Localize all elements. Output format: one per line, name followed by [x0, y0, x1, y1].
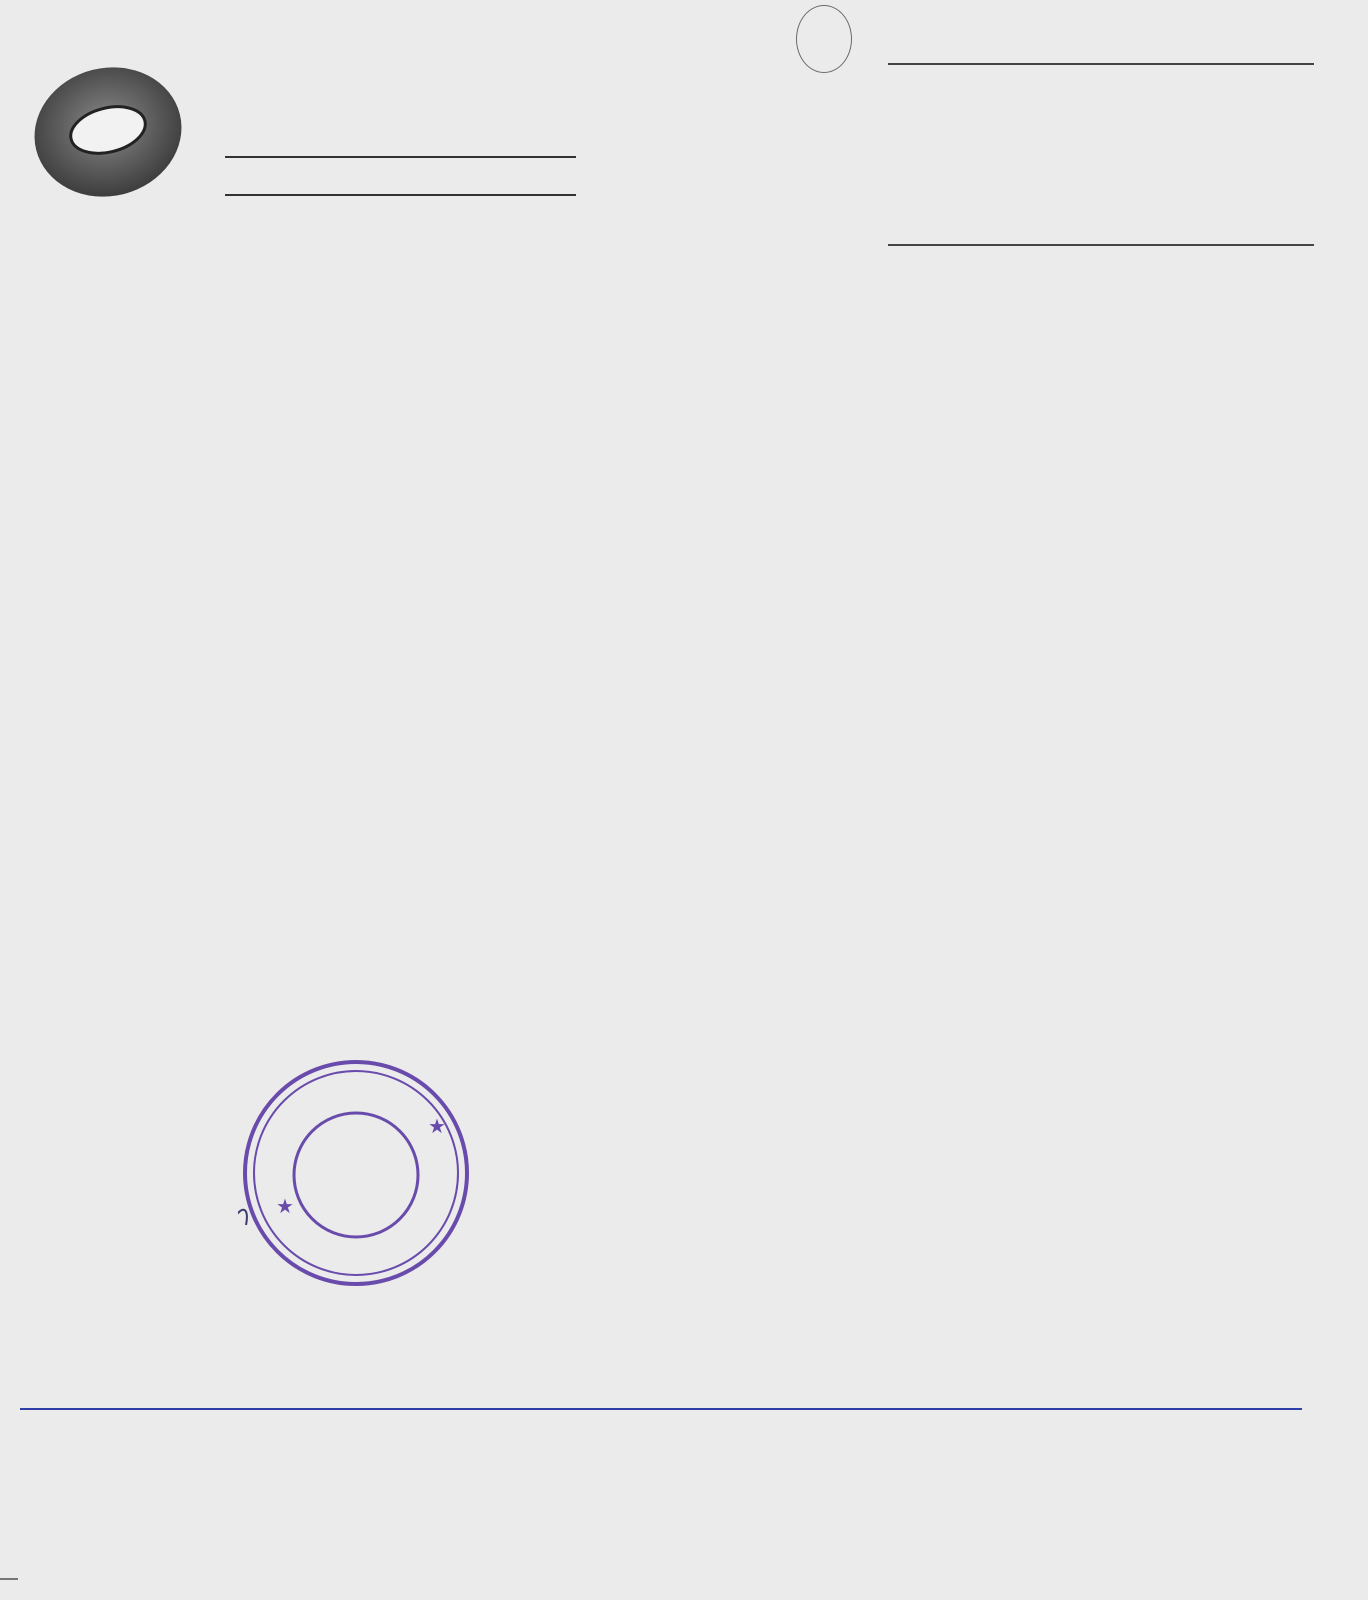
- address-rule-top: [888, 63, 1314, 65]
- brand-rule-top: [225, 156, 576, 158]
- scan-edge-mark: [0, 1578, 18, 1580]
- stamp-star-right: ★: [428, 1114, 446, 1138]
- page-corner-mark: [796, 5, 852, 73]
- footer-rule: [20, 1408, 1302, 1410]
- ncct-chennai-stamp: [238, 1055, 474, 1291]
- signature-stroke: [238, 1205, 247, 1241]
- ncct-logo-badge: [30, 64, 186, 200]
- stamp-star-left: ★: [276, 1194, 294, 1218]
- address-rule-bottom: [888, 244, 1314, 246]
- brand-rule-bottom: [225, 194, 576, 196]
